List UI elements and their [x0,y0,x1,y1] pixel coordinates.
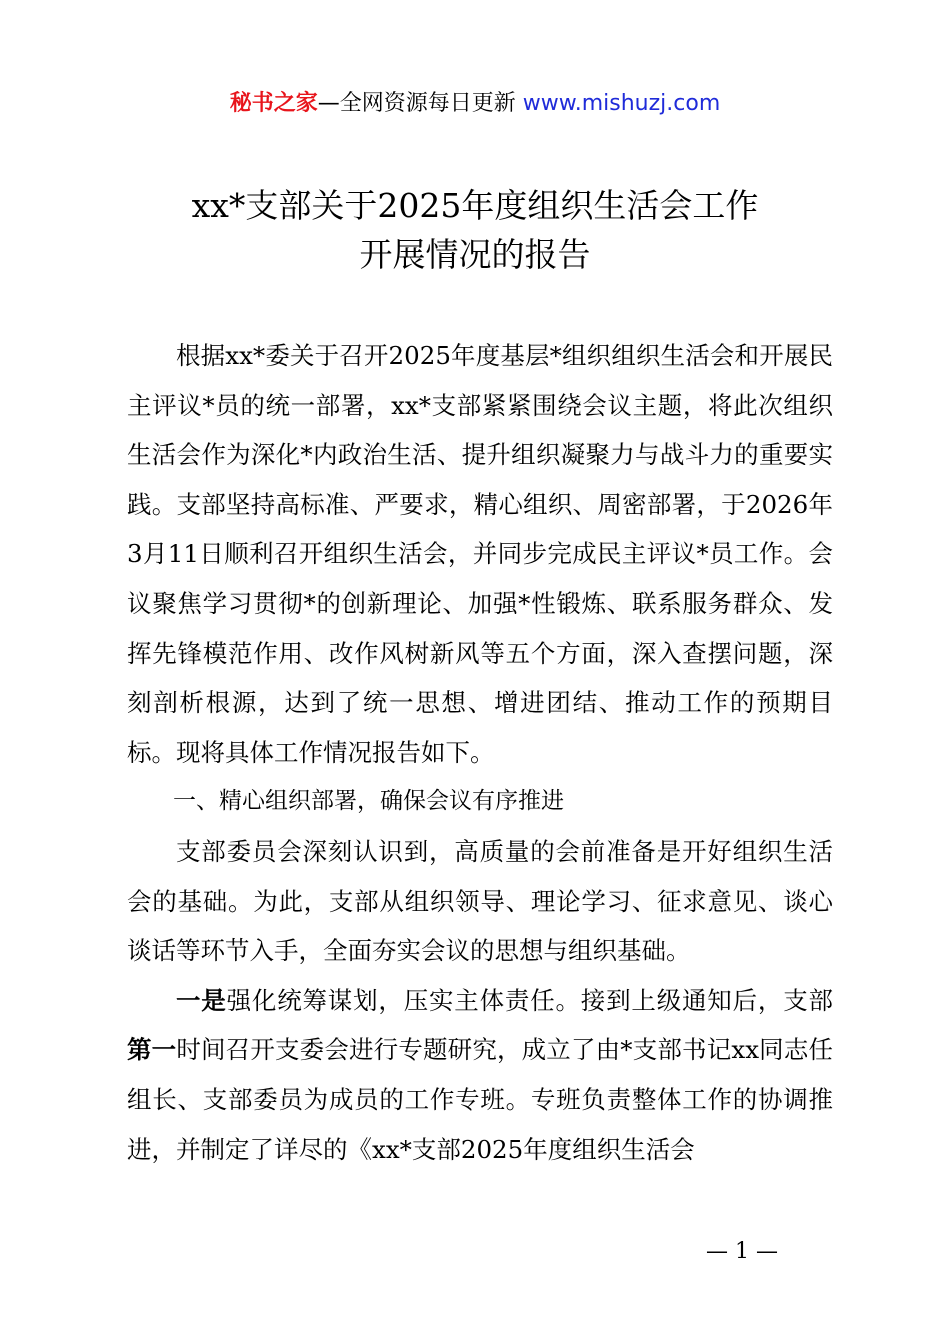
banner-tagline: —全网资源每日更新 [317,91,516,116]
document-body [127,331,833,1174]
item-1-bold: 第一 [127,1035,177,1065]
site-banner [0,86,950,122]
banner-brand: 秘书之家 [229,91,318,116]
item-1-text-a: 强化统筹谋划，压实主体责任。接到上级通知后，支部 [226,985,834,1015]
banner-url-link[interactable]: www.mishuzj.com [522,91,721,116]
section-heading-1: 一、精心组织部署，确保会议有序推进 [173,788,564,815]
item-1-paragraph [127,976,833,1174]
intro-paragraph: 根据xx*委关于召开2025年度基层*组织组织生活会和开展民主评议*员的统一部署，xx*支部紧紧围绕会议主题，将此次组织生活会作为深化*内政治生活、提升组织凝聚力与战斗力的重要实践。支部坚持高标准、严要求，精心组织、周密部署，于2026年3月11日顺利召开组织生活会，并同步完成民主评议*员工作。会议聚焦学习贯彻*的创新理论、加强*性锻炼、联系服务群众、发挥先锋模范作用、改作风树新风等五个方面，深入查摆问题，深刻剖析根源，达到了统一思想、增进团结、推动工作的预期目标。现将具体工作情况报告如下。 [127,341,833,767]
document-title [0,181,950,279]
item-1-lead: 一是 [176,985,227,1015]
title-line-1: xx*支部关于2025年度组织生活会工作 [191,186,759,225]
section-1-paragraph: 支部委员会深刻认识到，高质量的会前准备是开好组织生活会的基础。为此，支部从组织领导、理论学习、征求意见、谈心谈话等环节入手，全面夯实会议的思想与组织基础。 [127,836,833,966]
item-1-text-b: 时间召开支委会进行专题研究，成立了由*支部书记xx同志任组长、支部委员为成员的工作专班。专班负责整体工作的协调推进，并制定了详尽的《xx*支部2025年度组织生活会 [127,1035,834,1164]
title-line-2: 开展情况的报告 [359,235,591,274]
page-number: — 1 — [706,1239,778,1264]
